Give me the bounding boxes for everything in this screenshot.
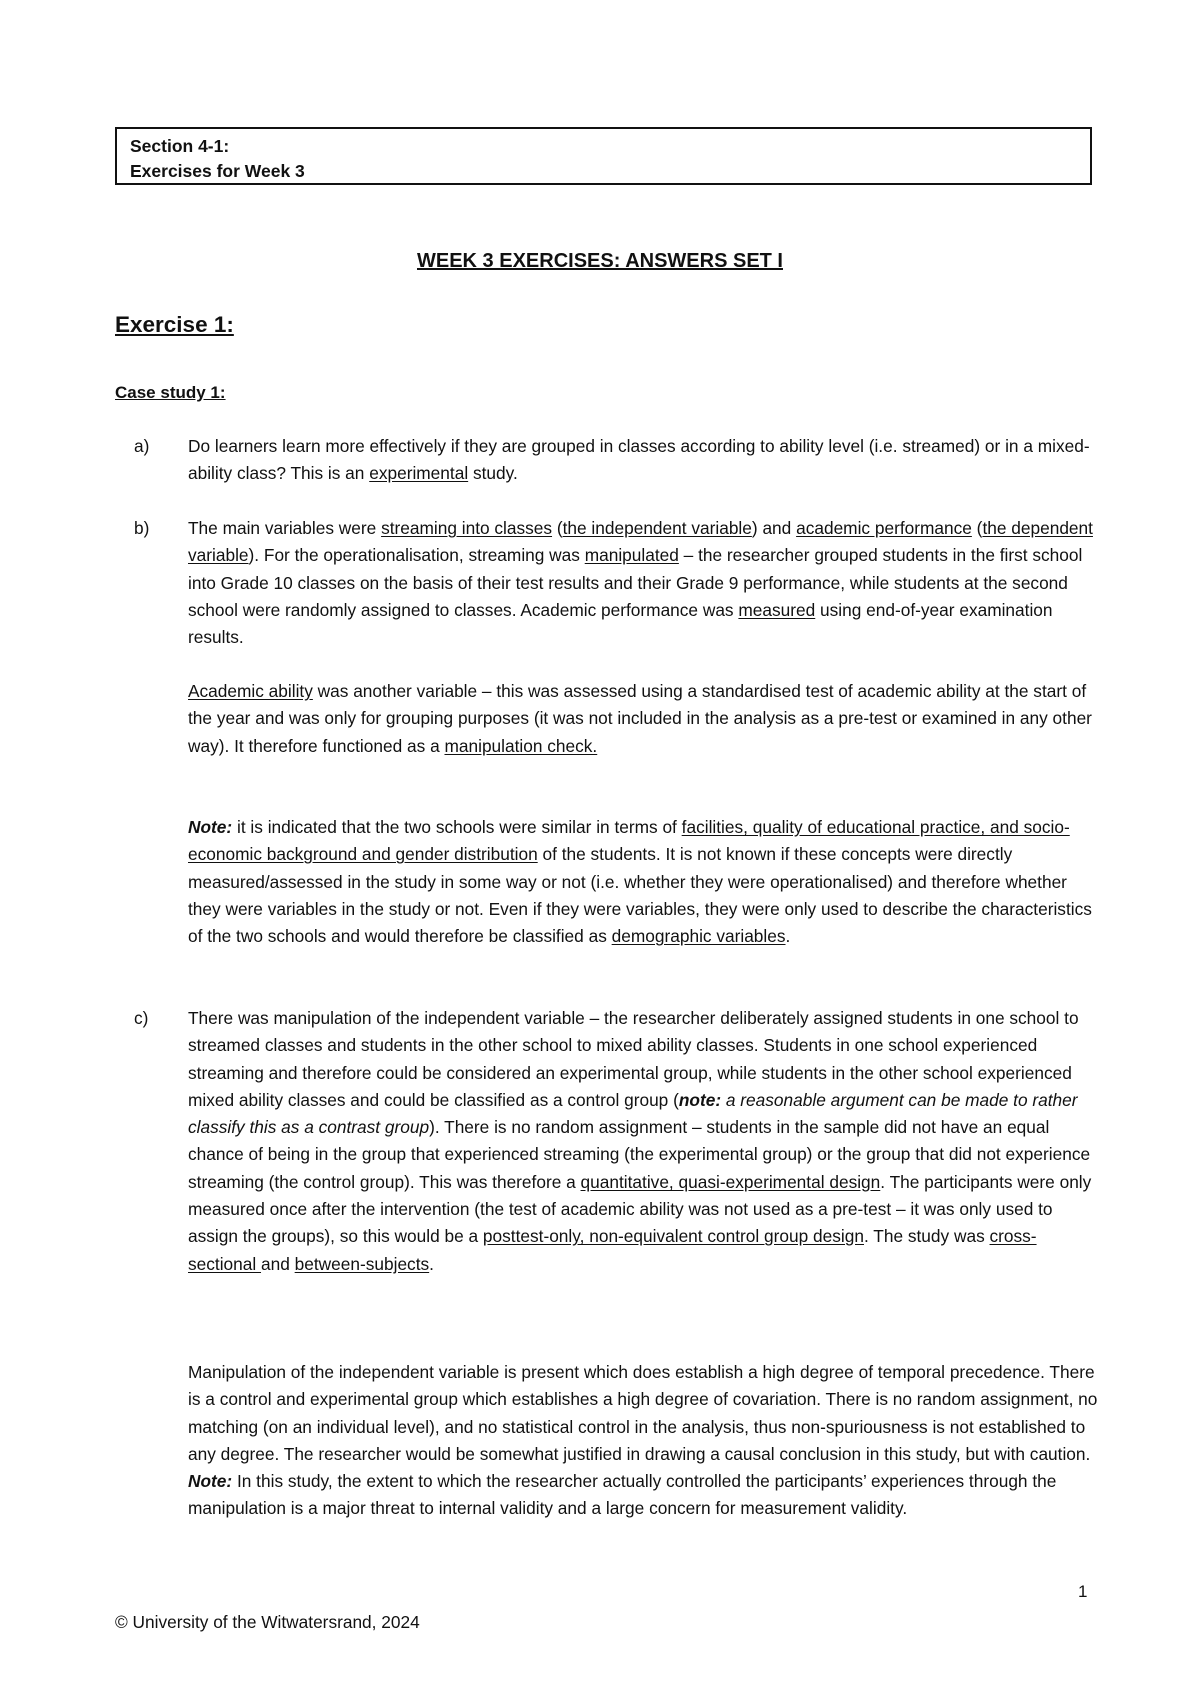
item-content: Do learners learn more effectively if they are grouped in classes according to ability level (i.e. streamed) or in a mixed-ability class? This is an experimental study. <box>188 436 1090 484</box>
underlined-term: experimental <box>369 463 469 484</box>
underlined-term: facilities, quality of educational practice, and socio-economic background and gender distribution <box>188 817 1070 865</box>
underlined-term: manipulation check. <box>444 735 598 756</box>
paragraph-note: Note: it is indicated that the two schools were similar in terms of facilities, quality of educational practice, and socio-economic background and gender distribution of the students. It is not known if these concepts were directly measured/assessed in the study in some way or not (i.e. whether they were operationalised) and therefore whether they were variables in the study or not. Even if they were variables, they were only used to describe the characteristics of the two schools and would therefore be classified as demographic variables. <box>188 817 1092 947</box>
underlined-term: manipulated <box>584 545 679 566</box>
underlined-term: cross-sectional <box>188 1226 1037 1274</box>
page-number: 1 <box>1078 1582 1088 1601</box>
underlined-term: Academic ability <box>188 681 313 701</box>
answer-item-c <box>134 1005 1104 1278</box>
item-marker: c) <box>134 1008 149 1028</box>
note-label: Note: <box>188 1471 233 1492</box>
note-label: note: <box>678 1089 722 1110</box>
section-label: Section 4-1: <box>130 136 230 156</box>
underlined-term: the dependent variable <box>188 518 1093 566</box>
underlined-term: streaming into classes <box>381 518 553 538</box>
paragraph-causal-conclusion: Manipulation of the independent variable is present which does establish a high degree of temporal precedence. There is a control and experimental group which establishes a high degree of covariation. There is no random assignment, no matching (on an individual level), and no statistical control in the analysis, thus non-spuriousness is not established to any degree. The researcher would be somewhat justified in drawing a causal conclusion in this study, but with caution. Note: In this study, the extent to which the researcher actually controlled the participants’ experiences through the manipulation is a major threat to internal validity and a large concern for measurement validity. <box>188 1362 1098 1519</box>
item-content: There was manipulation of the independent variable – the researcher deliberately assigned students in one school to streamed classes and students in the other school to mixed ability classes. Students in one school experienced streaming and therefore could be considered an experimental group, while students in the other school experienced mixed ability classes and could be classified as a control group (note: a reasonable argument can be made to rather classify this as a contrast group). There is no random assignment – students in the sample did not have an equal chance of being in the group that experienced streaming (the experimental group) or the group that did not experience streaming (the control group). This was therefore a quantitative, quasi-experimental design. The participants were only measured once after the intervention (the test of academic ability was not used as a pre-test – it was only used to assign the groups), so this would be a posttest-only, non-equivalent control group design. The study was cross-sectional and between-subjects. <box>188 1008 1092 1274</box>
underlined-term: demographic variables <box>611 926 786 947</box>
exercise-heading: Exercise 1: <box>115 312 234 337</box>
item-content: The main variables were streaming into classes (the independent variable) and academic performance (the dependent variable). For the operationalisation, streaming was manipulated – the researcher grouped students in the first school into Grade 10 classes on the basis of their test results and their Grade 9 performance, while students at the second school were randomly assigned to classes. Academic performance was measured using end-of-year examination results. <box>188 518 1093 648</box>
paragraph-academic-ability: Academic ability was another variable – this was assessed using a standardised test of academic ability at the start of the year and was only for grouping purposes (it was not included in the analysis as a pre-test or examined in any other way). It therefore functioned as a manipulation check. <box>188 681 1092 756</box>
section-header-box <box>115 127 1092 185</box>
answer-item-a <box>134 433 1104 488</box>
section-subtitle: Exercises for Week 3 <box>130 161 305 181</box>
case-study-heading: Case study 1: <box>115 383 226 402</box>
underlined-term: quantitative, quasi-experimental design <box>580 1171 881 1192</box>
underlined-term: posttest-only, non-equivalent control group design <box>482 1226 864 1247</box>
underlined-term: between-subjects <box>294 1253 430 1274</box>
underlined-term: measured <box>738 599 816 620</box>
item-marker: a) <box>134 436 150 456</box>
underlined-term: the independent variable <box>562 518 752 538</box>
answer-item-b <box>134 515 1104 651</box>
underlined-term: academic performance <box>796 518 972 538</box>
note-label: Note: <box>188 817 233 837</box>
copyright-footer: © University of the Witwatersrand, 2024 <box>115 1612 420 1632</box>
document-title: WEEK 3 EXERCISES: ANSWERS SET I <box>417 250 783 272</box>
item-marker: b) <box>134 518 150 538</box>
